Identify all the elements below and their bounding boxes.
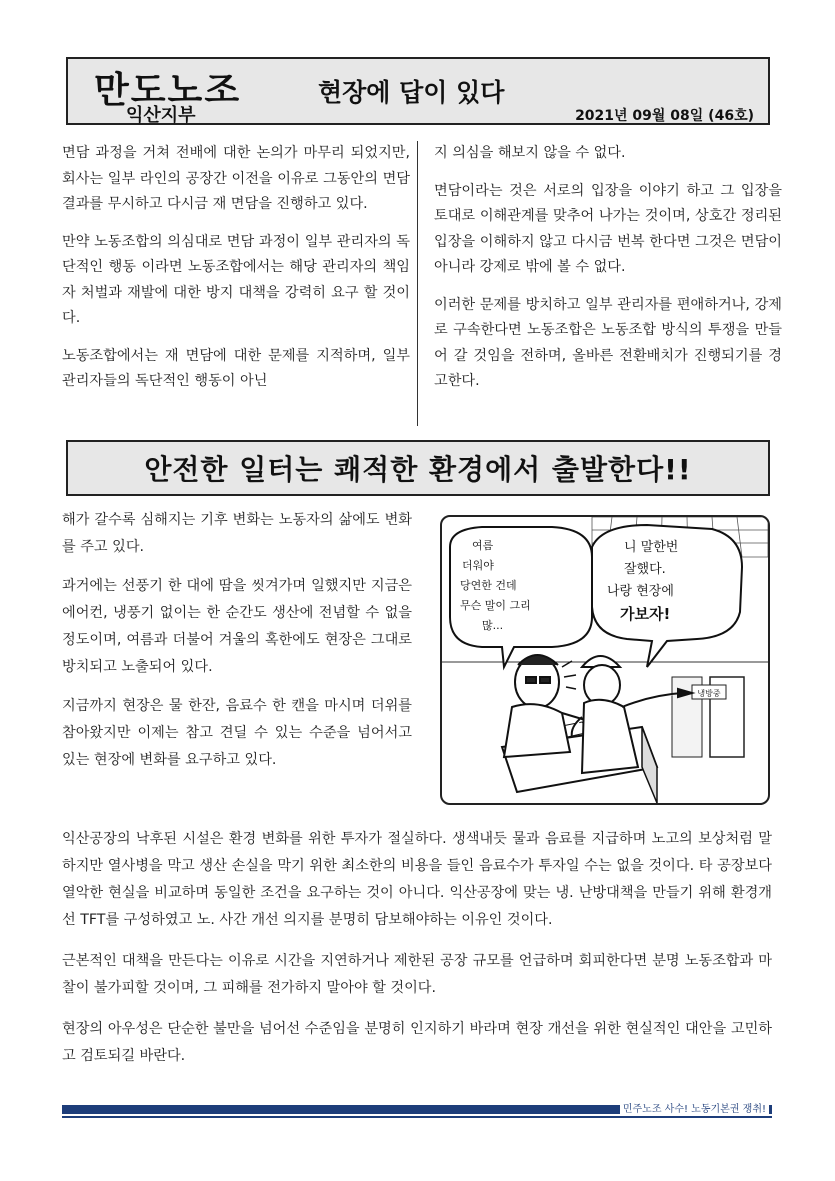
- right-bubble-line: 니 말한번: [624, 540, 679, 555]
- left-speech-bubble: [450, 527, 592, 667]
- left-bubble-line: 더워야: [462, 559, 494, 572]
- left-bubble-line: 여름: [472, 539, 494, 552]
- masthead: [66, 57, 770, 125]
- left-bubble-line: 당연한 건데: [460, 579, 517, 592]
- paragraph: 면담 과정을 거쳐 전배에 대한 논의가 마무리 되었지만, 회사는 일부 라인의 공장간 이전을 이유로 그동안의 면담 결과를 무시하고 다시금 재 면담을 진행하고 있다.: [62, 145, 410, 212]
- motion-lines-icon: [562, 661, 576, 689]
- paragraph: 면담이라는 것은 서로의 입장을 이야기 하고 그 입장을 토대로 이해관계를 맞추어 나가는 것이며, 상호간 정리된 입장을 이해하지 않고 다시금 번복 한다면 그것은 면담이 아니라 강제로 밖에 볼 수 없다.: [434, 182, 782, 275]
- paragraph: 만약 노동조합의 의심대로 면담 과정이 일부 관리자의 독단적인 행동 이라면 노동조합에서는 해당 관리자의 책임자 처벌과 재발에 대한 방지 대책을 강력히 요구 할 것이다.: [62, 233, 410, 326]
- door-sign: 냉방중: [697, 689, 721, 698]
- article-side-column: [62, 507, 412, 786]
- cartoon-drawing: [442, 517, 768, 803]
- article-title: 안전한 일터는 쾌적한 환경에서 출발한다!!: [144, 453, 692, 486]
- article-full-width: [62, 826, 772, 1084]
- paragraph: 과거에는 선풍기 한 대에 땀을 씻겨가며 일했지만 지금은 에어컨, 냉풍기 없이는 한 순간도 생산에 전념할 수 없을 정도이며, 여름과 더불어 겨울의 혹한에도 현장은 그대로 방치되고 노출되어 있다.: [62, 578, 412, 675]
- paragraph: 지금까지 현장은 물 한잔, 음료수 한 캔을 마시며 더위를 참아왔지만 이제는 참고 견딜 수 있는 수준을 넘어서고 있는 현장에 변화를 요구하고 있다.: [62, 698, 412, 768]
- paragraph: 노동조합에서는 재 면담에 대한 문제를 지적하며, 일부 관리자들의 독단적인 행동이 아닌: [62, 347, 410, 389]
- right-speech-bubble: [592, 525, 742, 667]
- paragraph: 이러한 문제를 방치하고 일부 관리자를 편애하거나, 강제로 구속한다면 노동조합은 노동조합 방식의 투쟁을 만들어 갈 것임을 전하며, 올바른 전환배치가 진행되기를 경고한다.: [434, 296, 782, 389]
- footer-slogan: 민주노조 사수! 노동기본권 쟁취!: [620, 1103, 769, 1116]
- paragraph: 근본적인 대책을 만든다는 이유로 시간을 지연하거나 제한된 공장 규모를 언급하며 회피한다면 분명 노동조합과 마찰이 불가피할 것이며, 그 피해를 전가하지 말아야 할 것이다.: [62, 953, 772, 996]
- right-bubble-line: 잘했다.: [624, 562, 666, 577]
- right-bubble-line: 가보자!: [620, 605, 671, 623]
- paragraph: 익산공장의 낙후된 시설은 환경 변화를 위한 투자가 절실하다. 생색내듯 물과 음료를 지급하며 노고의 보상처럼 말하지만 열사병을 막고 생산 손실을 막기 위한 최소한의 비용을 들인 음료수가 투자일 수는 없을 것이다. 타 공장보다 열악한 현실을 비교하며 동일한 조건을 요구하는 것이 아니다. 익산공장에 맞는 냉. 난방대책을 만들기 위해 환경개선 TFT를 구성하였고 노. 사간 개선 의지를 분명히 담보해야하는 이유인 것이다.: [62, 831, 772, 928]
- column-divider: [417, 141, 418, 426]
- union-name: 만도노조: [94, 70, 242, 111]
- branch-name: 익산지부: [126, 105, 196, 126]
- paragraph: 현장의 아우성은 단순한 불만을 넘어선 수준임을 분명히 인지하기 바라며 현장 개선을 위한 현실적인 대안을 고민하고 검토되길 바란다.: [62, 1021, 772, 1064]
- issue-date: 2021년 09월 08일 (46호): [575, 108, 754, 124]
- article-banner: [66, 440, 770, 496]
- paragraph: 지 의심을 해보지 않을 수 없다.: [434, 145, 626, 161]
- newsletter-headline: 현장에 답이 있다: [318, 78, 505, 107]
- right-bubble-line: 나랑 현장에: [607, 584, 674, 599]
- top-left-column: [62, 141, 410, 407]
- cartoon-illustration: [440, 515, 770, 805]
- left-bubble-line: 무슨 말이 그리: [460, 599, 531, 612]
- paragraph: 해가 갈수록 심해지는 기후 변화는 노동자의 삶에도 변화를 주고 있다.: [62, 512, 412, 555]
- left-bubble-line: 많...: [482, 619, 504, 632]
- top-right-column: [434, 141, 782, 407]
- door-icon: [672, 677, 744, 757]
